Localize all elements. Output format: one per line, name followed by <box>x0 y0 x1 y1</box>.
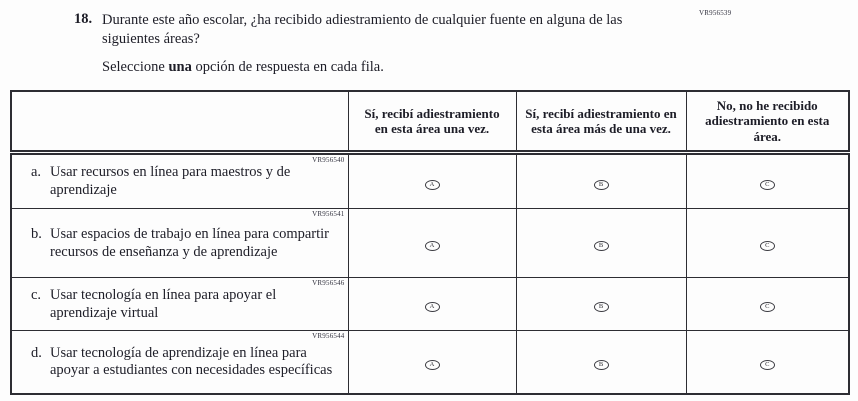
header-empty-cell <box>11 91 348 153</box>
table-row-a <box>11 153 849 209</box>
question-block <box>74 11 677 76</box>
item-text: Usar tecnología de aprendizaje en línea para apoyar a estudiantes con necesidades específicas <box>50 344 333 379</box>
option-cell <box>516 209 686 278</box>
answer-bubble-c[interactable]: C <box>760 360 775 370</box>
item-text: Usar espacios de trabajo en línea para compartir recursos de enseñanza y de aprendizaje <box>50 225 329 260</box>
answer-bubble-a[interactable]: A <box>425 241 440 251</box>
item-letter: d. <box>31 344 42 361</box>
instruction-suffix: opción de respuesta en cada fila. <box>191 58 384 75</box>
column-header-none: No, no he recibido adiestramiento en esta área. <box>686 91 849 153</box>
item-cell-d <box>11 331 348 394</box>
option-cell <box>516 278 686 331</box>
answer-bubble-c[interactable]: C <box>760 241 775 251</box>
answer-bubble-a[interactable]: A <box>425 180 440 190</box>
page-vr-code: VR956539 <box>699 9 732 17</box>
answer-bubble-a[interactable]: A <box>425 302 440 312</box>
item-vr-code: VR956540 <box>312 156 345 164</box>
item-letter: c. <box>31 286 42 303</box>
question-text: Durante este año escolar, ¿ha recibido adiestramiento de cualquier fuente en alguna de las siguientes áreas? <box>102 12 623 47</box>
option-cell <box>348 153 516 209</box>
option-cell <box>686 209 849 278</box>
option-cell <box>348 209 516 278</box>
column-header-more-than-once: Sí, recibí adiestramiento en esta área más de una vez. <box>516 91 686 153</box>
option-cell <box>686 278 849 331</box>
option-cell <box>686 331 849 394</box>
question-number: 18. <box>74 11 93 27</box>
item-cell-a <box>11 153 348 209</box>
item-vr-code: VR956541 <box>312 210 345 218</box>
question-instruction <box>102 59 677 76</box>
table-row-c <box>11 278 849 331</box>
answer-bubble-c[interactable]: C <box>760 180 775 190</box>
answer-bubble-a[interactable]: A <box>425 360 440 370</box>
item-vr-code: VR956546 <box>312 279 345 287</box>
option-cell <box>686 153 849 209</box>
answer-bubble-b[interactable]: B <box>594 360 609 370</box>
option-cell <box>516 331 686 394</box>
column-header-once: Sí, recibí adiestramiento en esta área una vez. <box>348 91 516 153</box>
table-row-d <box>11 331 849 394</box>
item-text: Usar tecnología en línea para apoyar el aprendizaje virtual <box>50 286 277 321</box>
answer-bubble-b[interactable]: B <box>594 180 609 190</box>
instruction-prefix: Seleccione <box>102 58 169 75</box>
item-vr-code: VR956544 <box>312 332 345 340</box>
item-text: Usar recursos en línea para maestros y de aprendizaje <box>50 164 291 198</box>
response-matrix-table <box>10 90 850 395</box>
item-letter: b. <box>31 225 42 242</box>
instruction-emphasis: una <box>168 58 192 75</box>
answer-bubble-b[interactable]: B <box>594 241 609 251</box>
answer-bubble-c[interactable]: C <box>760 302 775 312</box>
table-row-b <box>11 209 849 278</box>
option-cell <box>348 278 516 331</box>
option-cell <box>348 331 516 394</box>
option-cell <box>516 153 686 209</box>
item-cell-c <box>11 278 348 331</box>
item-letter: a. <box>31 164 42 181</box>
item-cell-b <box>11 209 348 278</box>
answer-bubble-b[interactable]: B <box>594 302 609 312</box>
header-row <box>11 91 849 153</box>
